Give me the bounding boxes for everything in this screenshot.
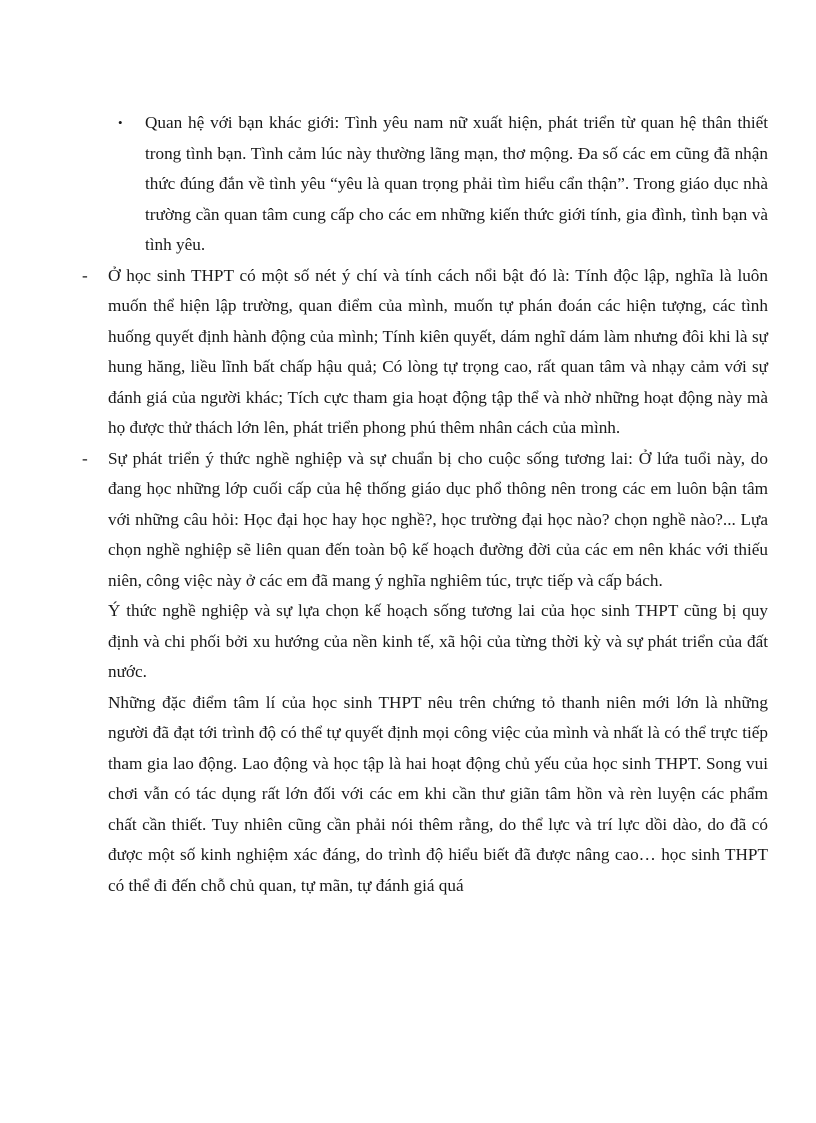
paragraph-text: Những đặc điểm tâm lí của học sinh THPT nêu trên chứng tỏ thanh niên mới lớn là những người đã đạt tới trình độ có thể tự quyết định mọi công việc của mình và nhất là có thể trực tiếp tham gia lao động. Lao động và học tập là hai hoạt động chủ yếu của học sinh THPT. Song vui chơi vẫn có tác dụng rất lớn đối với các em khi cần thư giãn tâm hồn và rèn luyện các phẩm chất cần thiết. Tuy nhiên cũng cần phải nói thêm rằng, do thể lực và trí lực dồi dào, do đã có được một số kinh nghiệm xác đáng, do trình độ hiểu biết đã được nâng cao… học sinh THPT có thể đi đến chỗ chủ quan, tự mãn, tự đánh giá quá: [108, 692, 768, 895]
bullet-marker: •: [118, 115, 123, 130]
paragraph-career-influences: [108, 596, 768, 688]
paragraph-text: Sự phát triển ý thức nghề nghiệp và sự chuẩn bị cho cuộc sống tương lai: Ở lứa tuổi này, do đang học những lớp cuối cấp của hệ thống giáo dục phổ thông nên trong các em luôn bận tâm với những câu hỏi: Học đại học hay học nghề?, học trường đại học nào? chọn nghề nào?... Lựa chọn nghề nghiệp sẽ liên quan đến toàn bộ kế hoạch đường đời của các em nên khác với thiếu niên, công việc này ở các em đã mang ý nghĩa nghiêm túc, trực tiếp và cấp bách.: [108, 448, 768, 590]
bullet-paragraph-opposite-sex-relations: [118, 108, 768, 261]
dash-marker: -: [82, 265, 88, 285]
paragraph-text: Ở học sinh THPT có một số nét ý chí và tính cách nổi bật đó là: Tính độc lập, nghĩa là luôn muốn thể hiện lập trường, quan điểm của mình, muốn tự phán đoán các hiện tượng, các tình huống quyết định hành động của mình; Tính kiên quyết, dám nghĩ dám làm nhưng đôi khi là sự hung hăng, liều lĩnh bất chấp hậu quả; Có lòng tự trọng cao, rất quan tâm và nhạy cảm với sự đánh giá của người khác; Tích cực tham gia hoạt động tập thể và nhờ những hoạt động này mà họ được thử thách lớn lên, phát triển phong phú thêm nhân cách của mình.: [108, 265, 768, 437]
paragraph-text: Ý thức nghề nghiệp và sự lựa chọn kế hoạch sống tương lai của học sinh THPT cũng bị quy định và chi phối bởi xu hướng của nền kinh tế, xã hội của từng thời kỳ và sự phát triển của đất nước.: [108, 601, 768, 681]
paragraph-text: Quan hệ với bạn khác giới: Tình yêu nam nữ xuất hiện, phát triển từ quan hệ thân thiết trong tình bạn. Tình cảm lúc này thường lãng mạn, thơ mộng. Đa số các em cũng đã nhận thức đúng đắn về tình yêu “yêu là quan trọng phải tìm hiểu cẩn thận”. Trong giáo dục nhà trường cần quan tâm cung cấp cho các em những kiến thức giới tính, gia đình, tình bạn và tình yêu.: [145, 113, 768, 254]
paragraph-psychological-summary: [108, 688, 768, 902]
dash-paragraph-will-and-character: [82, 261, 768, 444]
dash-paragraph-career-awareness: [82, 444, 768, 597]
document-body: [78, 108, 768, 901]
dash-marker: -: [82, 448, 88, 468]
